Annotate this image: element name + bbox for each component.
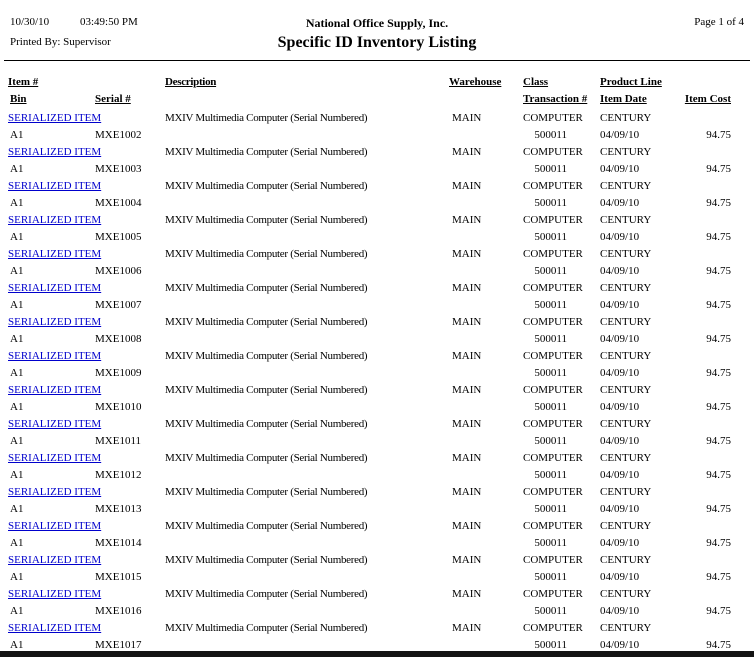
table-row [0, 620, 754, 654]
item-date: 04/09/10 [600, 163, 640, 175]
item-cost: 94.75 [706, 401, 731, 413]
item-transaction: 500011 [534, 469, 567, 481]
table-row-line-2 [0, 569, 754, 586]
table-row-line-2 [0, 535, 754, 552]
col-item-date-label: Item Date [600, 93, 647, 105]
item-serial-number: MXE1006 [95, 265, 142, 277]
item-date: 04/09/10 [600, 231, 640, 243]
item-cost: 94.75 [706, 537, 731, 549]
item-bin: A1 [10, 333, 24, 345]
printed-by-label: Printed By: Supervisor [10, 36, 111, 48]
item-serial-number: MXE1016 [95, 605, 142, 617]
serialized-item-link[interactable]: SERIALIZED ITEM [8, 146, 102, 158]
item-bin: A1 [10, 605, 24, 617]
item-product-line: CENTURY [600, 316, 652, 328]
item-product-line: CENTURY [600, 622, 652, 634]
item-bin: A1 [10, 129, 24, 141]
item-description: MXIV Multimedia Computer (Serial Numbered) [165, 112, 368, 124]
item-product-line: CENTURY [600, 180, 652, 192]
item-warehouse: MAIN [452, 588, 482, 600]
item-warehouse: MAIN [452, 622, 482, 634]
col-warehouse-label: Warehouse [449, 76, 502, 88]
table-row [0, 246, 754, 280]
report-date: 10/30/10 [10, 16, 50, 28]
item-date: 04/09/10 [600, 639, 640, 651]
table-row-line-2 [0, 467, 754, 484]
item-serial-number: MXE1011 [95, 435, 142, 447]
table-row [0, 144, 754, 178]
item-class: COMPUTER [523, 282, 583, 294]
item-bin: A1 [10, 299, 24, 311]
item-transaction: 500011 [534, 503, 567, 515]
item-date: 04/09/10 [600, 129, 640, 141]
table-row-line-1 [0, 450, 754, 467]
serialized-item-link[interactable]: SERIALIZED ITEM [8, 588, 102, 600]
item-product-line: CENTURY [600, 554, 652, 566]
item-description: MXIV Multimedia Computer (Serial Numbered) [165, 452, 368, 464]
item-serial-number: MXE1017 [95, 639, 142, 651]
item-description: MXIV Multimedia Computer (Serial Numbered) [165, 520, 368, 532]
table-row-line-1 [0, 620, 754, 637]
item-description: MXIV Multimedia Computer (Serial Numbered) [165, 622, 368, 634]
item-class: COMPUTER [523, 622, 583, 634]
item-bin: A1 [10, 401, 24, 413]
col-item-label: Item # [8, 76, 39, 88]
item-bin: A1 [10, 367, 24, 379]
item-class: COMPUTER [523, 248, 583, 260]
item-product-line: CENTURY [600, 520, 652, 532]
item-transaction: 500011 [534, 163, 567, 175]
table-row-line-2 [0, 331, 754, 348]
item-cost: 94.75 [706, 197, 731, 209]
item-date: 04/09/10 [600, 571, 640, 583]
item-cost: 94.75 [706, 367, 731, 379]
item-description: MXIV Multimedia Computer (Serial Numbered) [165, 248, 368, 260]
item-class: COMPUTER [523, 486, 583, 498]
item-description: MXIV Multimedia Computer (Serial Numbered) [165, 146, 368, 158]
table-row-line-2 [0, 297, 754, 314]
table-row [0, 280, 754, 314]
item-description: MXIV Multimedia Computer (Serial Numbered) [165, 214, 368, 226]
item-serial-number: MXE1007 [95, 299, 142, 311]
table-row-line-2 [0, 501, 754, 518]
item-class: COMPUTER [523, 520, 583, 532]
table-row-line-2 [0, 399, 754, 416]
item-description: MXIV Multimedia Computer (Serial Numbered) [165, 350, 368, 362]
item-transaction: 500011 [534, 129, 567, 141]
table-row-line-2 [0, 433, 754, 450]
item-bin: A1 [10, 639, 24, 651]
table-row-line-1 [0, 314, 754, 331]
table-row [0, 484, 754, 518]
serialized-item-link[interactable]: SERIALIZED ITEM [8, 486, 102, 498]
table-row [0, 178, 754, 212]
item-product-line: CENTURY [600, 248, 652, 260]
item-warehouse: MAIN [452, 146, 482, 158]
item-product-line: CENTURY [600, 214, 652, 226]
report-time: 03:49:50 PM [80, 16, 138, 28]
item-product-line: CENTURY [600, 282, 652, 294]
item-transaction: 500011 [534, 401, 567, 413]
item-date: 04/09/10 [600, 469, 640, 481]
item-cost: 94.75 [706, 163, 731, 175]
table-row-line-2 [0, 365, 754, 382]
table-row-line-1 [0, 280, 754, 297]
item-serial-number: MXE1003 [95, 163, 142, 175]
item-date: 04/09/10 [600, 537, 640, 549]
table-row-line-1 [0, 552, 754, 569]
item-class: COMPUTER [523, 146, 583, 158]
item-transaction: 500011 [534, 197, 567, 209]
item-warehouse: MAIN [452, 248, 482, 260]
table-row [0, 212, 754, 246]
table-row [0, 382, 754, 416]
item-warehouse: MAIN [452, 418, 482, 430]
serialized-item-link[interactable]: SERIALIZED ITEM [8, 282, 102, 294]
table-row-line-1 [0, 178, 754, 195]
item-bin: A1 [10, 435, 24, 447]
item-bin: A1 [10, 571, 24, 583]
table-row [0, 518, 754, 552]
serialized-item-link[interactable]: SERIALIZED ITEM [8, 350, 102, 362]
item-date: 04/09/10 [600, 605, 640, 617]
company-name: National Office Supply, Inc. [305, 16, 449, 30]
item-bin: A1 [10, 469, 24, 481]
item-date: 04/09/10 [600, 367, 640, 379]
item-cost: 94.75 [706, 129, 731, 141]
item-class: COMPUTER [523, 384, 583, 396]
item-warehouse: MAIN [452, 180, 482, 192]
item-warehouse: MAIN [452, 214, 482, 226]
table-row [0, 348, 754, 382]
item-description: MXIV Multimedia Computer (Serial Numbered) [165, 486, 368, 498]
item-cost: 94.75 [706, 605, 731, 617]
item-cost: 94.75 [706, 435, 731, 447]
item-serial-number: MXE1015 [95, 571, 142, 583]
item-class: COMPUTER [523, 180, 583, 192]
table-row-line-1 [0, 110, 754, 127]
column-header-line-2 [0, 91, 754, 108]
item-product-line: CENTURY [600, 350, 652, 362]
item-class: COMPUTER [523, 112, 583, 124]
item-transaction: 500011 [534, 571, 567, 583]
item-class: COMPUTER [523, 214, 583, 226]
table-row-line-1 [0, 416, 754, 433]
item-cost: 94.75 [706, 265, 731, 277]
item-date: 04/09/10 [600, 265, 640, 277]
item-warehouse: MAIN [452, 554, 482, 566]
item-class: COMPUTER [523, 316, 583, 328]
item-description: MXIV Multimedia Computer (Serial Numbered) [165, 282, 368, 294]
col-class-label: Class [523, 76, 549, 88]
table-row-line-2 [0, 161, 754, 178]
item-serial-number: MXE1002 [95, 129, 142, 141]
serialized-item-link[interactable]: SERIALIZED ITEM [8, 248, 102, 260]
serialized-item-link[interactable]: SERIALIZED ITEM [8, 384, 102, 396]
item-bin: A1 [10, 537, 24, 549]
serialized-item-link[interactable]: SERIALIZED ITEM [8, 112, 102, 124]
header-divider [4, 60, 750, 61]
report-title: Specific ID Inventory Listing [277, 34, 477, 51]
item-cost: 94.75 [706, 299, 731, 311]
item-warehouse: MAIN [452, 282, 482, 294]
item-bin: A1 [10, 197, 24, 209]
item-product-line: CENTURY [600, 112, 652, 124]
item-cost: 94.75 [706, 639, 731, 651]
item-transaction: 500011 [534, 299, 567, 311]
item-date: 04/09/10 [600, 435, 640, 447]
item-serial-number: MXE1012 [95, 469, 142, 481]
item-class: COMPUTER [523, 452, 583, 464]
table-row-line-1 [0, 518, 754, 535]
item-serial-number: MXE1010 [95, 401, 142, 413]
item-transaction: 500011 [534, 639, 567, 651]
table-row-line-1 [0, 144, 754, 161]
table-row-line-1 [0, 382, 754, 399]
serialized-item-link[interactable]: SERIALIZED ITEM [8, 622, 102, 634]
item-warehouse: MAIN [452, 384, 482, 396]
item-cost: 94.75 [706, 571, 731, 583]
table-row [0, 416, 754, 450]
table-row-line-2 [0, 127, 754, 144]
col-transaction-label: Transaction # [523, 93, 588, 105]
table-row-line-2 [0, 263, 754, 280]
page-bottom-bar [0, 651, 754, 657]
item-transaction: 500011 [534, 605, 567, 617]
page-indicator: Page 1 of 4 [694, 16, 744, 28]
item-product-line: CENTURY [600, 486, 652, 498]
col-bin-label: Bin [10, 93, 27, 105]
item-serial-number: MXE1004 [95, 197, 142, 209]
item-product-line: CENTURY [600, 588, 652, 600]
table-row-line-2 [0, 195, 754, 212]
item-product-line: CENTURY [600, 418, 652, 430]
item-description: MXIV Multimedia Computer (Serial Numbered) [165, 180, 368, 192]
serialized-item-link[interactable]: SERIALIZED ITEM [8, 214, 102, 226]
item-description: MXIV Multimedia Computer (Serial Numbered) [165, 384, 368, 396]
serialized-item-link[interactable]: SERIALIZED ITEM [8, 180, 102, 192]
item-transaction: 500011 [534, 435, 567, 447]
item-class: COMPUTER [523, 588, 583, 600]
item-serial-number: MXE1013 [95, 503, 142, 515]
item-warehouse: MAIN [452, 486, 482, 498]
item-description: MXIV Multimedia Computer (Serial Numbered) [165, 554, 368, 566]
item-bin: A1 [10, 503, 24, 515]
item-cost: 94.75 [706, 503, 731, 515]
item-class: COMPUTER [523, 418, 583, 430]
table-row [0, 450, 754, 484]
serialized-item-link[interactable]: SERIALIZED ITEM [8, 316, 102, 328]
table-row-line-1 [0, 586, 754, 603]
item-date: 04/09/10 [600, 503, 640, 515]
item-serial-number: MXE1008 [95, 333, 142, 345]
item-warehouse: MAIN [452, 520, 482, 532]
item-bin: A1 [10, 231, 24, 243]
item-date: 04/09/10 [600, 401, 640, 413]
item-warehouse: MAIN [452, 112, 482, 124]
item-date: 04/09/10 [600, 197, 640, 209]
report-rows [0, 110, 754, 654]
item-bin: A1 [10, 265, 24, 277]
col-description-label: Description [165, 76, 217, 88]
item-product-line: CENTURY [600, 384, 652, 396]
item-serial-number: MXE1014 [95, 537, 142, 549]
item-description: MXIV Multimedia Computer (Serial Numbered) [165, 418, 368, 430]
column-headers [0, 74, 754, 108]
table-row-line-1 [0, 348, 754, 365]
table-row [0, 552, 754, 586]
table-row-line-2 [0, 603, 754, 620]
serialized-item-link[interactable]: SERIALIZED ITEM [8, 520, 102, 532]
item-serial-number: MXE1005 [95, 231, 142, 243]
item-cost: 94.75 [706, 469, 731, 481]
item-transaction: 500011 [534, 265, 567, 277]
item-serial-number: MXE1009 [95, 367, 142, 379]
item-description: MXIV Multimedia Computer (Serial Numbered) [165, 316, 368, 328]
item-transaction: 500011 [534, 333, 567, 345]
item-cost: 94.75 [706, 231, 731, 243]
serialized-item-link[interactable]: SERIALIZED ITEM [8, 418, 102, 430]
serialized-item-link[interactable]: SERIALIZED ITEM [8, 452, 102, 464]
item-warehouse: MAIN [452, 350, 482, 362]
item-product-line: CENTURY [600, 452, 652, 464]
table-row-line-1 [0, 246, 754, 263]
column-header-line-1 [0, 74, 754, 91]
item-class: COMPUTER [523, 554, 583, 566]
col-serial-label: Serial # [95, 93, 131, 105]
item-date: 04/09/10 [600, 299, 640, 311]
item-bin: A1 [10, 163, 24, 175]
item-cost: 94.75 [706, 333, 731, 345]
item-description: MXIV Multimedia Computer (Serial Numbered) [165, 588, 368, 600]
table-row-line-1 [0, 484, 754, 501]
table-row-line-2 [0, 229, 754, 246]
table-row [0, 314, 754, 348]
item-transaction: 500011 [534, 231, 567, 243]
item-transaction: 500011 [534, 537, 567, 549]
item-product-line: CENTURY [600, 146, 652, 158]
item-class: COMPUTER [523, 350, 583, 362]
table-row [0, 110, 754, 144]
item-date: 04/09/10 [600, 333, 640, 345]
item-warehouse: MAIN [452, 316, 482, 328]
col-product-line-label: Product Line [600, 76, 662, 88]
col-item-cost-label: Item Cost [684, 93, 731, 105]
item-warehouse: MAIN [452, 452, 482, 464]
table-row [0, 586, 754, 620]
item-transaction: 500011 [534, 367, 567, 379]
table-row-line-1 [0, 212, 754, 229]
serialized-item-link[interactable]: SERIALIZED ITEM [8, 554, 102, 566]
